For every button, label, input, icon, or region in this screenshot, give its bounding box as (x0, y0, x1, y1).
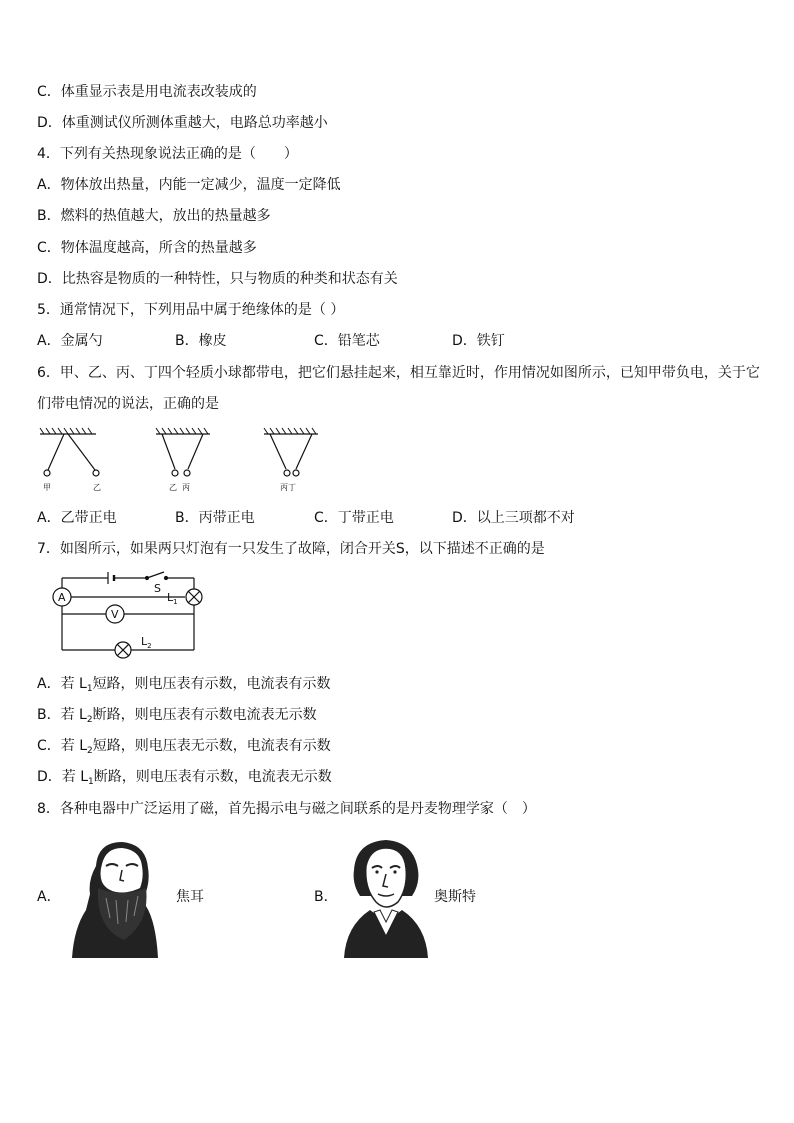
lamp-l1-label: $L_1$ (167, 591, 178, 606)
voltmeter-label: V (111, 608, 119, 621)
q6-option-a: A．乙带正电 (37, 510, 117, 526)
switch-label: S (154, 582, 161, 595)
q4-option-b: B．燃料的热值越大，放出的热量越多 (37, 208, 271, 224)
q7-option-b: B．若 $L_2$断路，则电压表有示数电流表无示数 (37, 707, 317, 725)
q4-stem: 4．下列有关热现象说法正确的是（ ） (37, 146, 298, 162)
q6-charged-balls-figure (38, 426, 328, 496)
q5-option-a: A．金属勺 (37, 333, 103, 349)
q5-option-d: D．铁钉 (452, 333, 505, 349)
label-bing: 丙 (182, 483, 190, 492)
lamp-l2-label: $L_2$ (141, 635, 152, 650)
q8-option-a-name: 焦耳 (176, 889, 204, 905)
ammeter-label: A (58, 591, 66, 604)
q6-option-d: D．以上三项都不对 (452, 510, 575, 526)
q4-option-d: D．比热容是物质的一种特性，只与物质的种类和状态有关 (37, 271, 398, 287)
q5-stem: 5．通常情况下，下列用品中属于绝缘体的是（ ） (37, 302, 345, 318)
q6-stem-line1: 6．甲、乙、丙、丁四个轻质小球都带电，把它们悬挂起来，相互靠近时，作用情况如图所示，已知甲带负电，关于它 (37, 365, 760, 381)
label-bing-ding: 丙丁 (280, 483, 296, 492)
switch-blade (147, 572, 164, 578)
q4-option-a: A．物体放出热量，内能一定减少，温度一定降低 (37, 177, 341, 193)
q5-option-c: C．铅笔芯 (314, 333, 380, 349)
label-yi-2: 乙 (169, 483, 177, 492)
q6-stem-line2: 们带电情况的说法，正确的是 (37, 396, 219, 412)
q3-option-d: D．体重测试仪所测体重越大，电路总功率越小 (37, 115, 328, 131)
q4-option-c: C．物体温度越高，所含的热量越多 (37, 240, 257, 256)
q8-option-b-name: 奥斯特 (434, 889, 476, 905)
q6-option-c: C．丁带正电 (314, 510, 394, 526)
q7-option-a: A．若 $L_1$短路，则电压表有示数，电流表有示数 (37, 676, 331, 694)
q5-option-b: B．橡皮 (175, 333, 227, 349)
q8-option-a-letter: A． (37, 889, 61, 905)
label-yi: 乙 (93, 483, 101, 492)
oersted-portrait-image (340, 836, 432, 958)
label-jia: 甲 (43, 483, 51, 492)
q8-stem: 8．各种电器中广泛运用了磁，首先揭示电与磁之间联系的是丹麦物理学家（ ） (37, 801, 536, 817)
joule-portrait-image (66, 836, 166, 958)
q7-circuit-diagram (44, 570, 214, 666)
q7-stem: 7．如图所示，如果两只灯泡有一只发生了故障，闭合开关S，以下描述不正确的是 (37, 541, 545, 557)
q8-option-b-letter: B． (314, 889, 338, 905)
q3-option-c: C．体重显示表是用电流表改装成的 (37, 84, 257, 100)
q7-option-d: D．若 $L_1$断路，则电压表有示数，电流表无示数 (37, 769, 332, 787)
q6-option-b: B．丙带正电 (175, 510, 255, 526)
q7-option-c: C．若 $L_2$短路，则电压表无示数，电流表有示数 (37, 738, 331, 756)
